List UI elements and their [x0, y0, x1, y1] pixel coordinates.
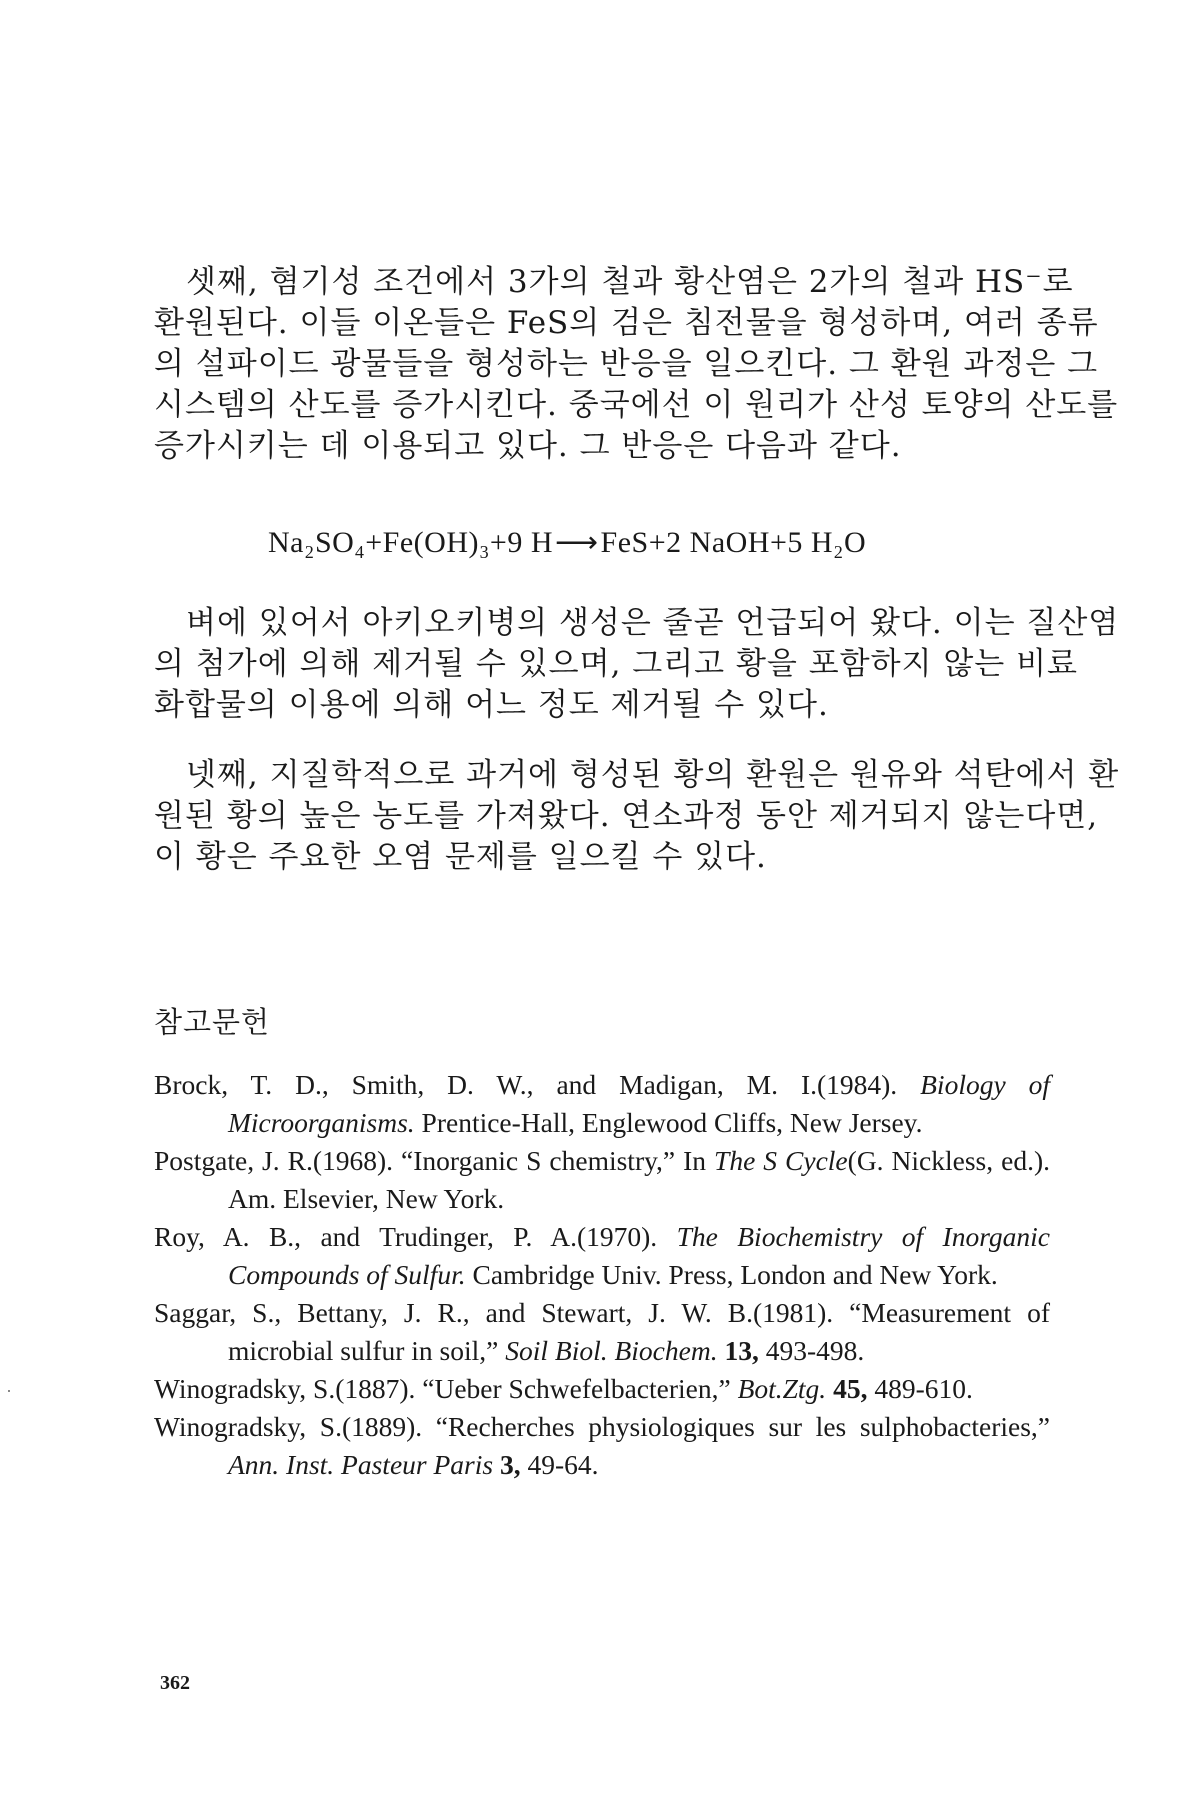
text-line: 벼에 있어서 아키오키병의 생성은 줄곧 언급되어 왔다. 이는 질산염 — [186, 605, 1120, 641]
text-line: 이 황은 주요한 오염 문제를 일으킬 수 있다. — [154, 839, 767, 875]
reference-item — [154, 1066, 1050, 1142]
text-line: 셋째, 혐기성 조건에서 3가의 철과 황산염은 2가의 철과 HS⁻로 — [186, 264, 1074, 300]
reference-volume: 45, — [833, 1373, 868, 1404]
paragraph-fossil-sulfur — [154, 755, 1120, 878]
reference-volume: 13, — [724, 1335, 759, 1366]
reference-authors: Postgate, J. R.(1968). “Inorganic S chemistry,” In — [154, 1145, 707, 1176]
reference-journal: Soil Biol. Biochem. — [505, 1335, 718, 1366]
reference-pages: 493-498. — [765, 1335, 865, 1366]
reference-authors: Winogradsky, S.(1887). “Ueber Schwefelbacterien,” — [154, 1373, 731, 1404]
reference-item — [154, 1370, 1050, 1408]
equation-reactants: Na₂SO₄+Fe(OH)₃+9 H — [268, 526, 554, 559]
reference-title: The Biochemistry of Inorganic Compounds of Sulfur. — [228, 1221, 1050, 1290]
text-line: 의 설파이드 광물들을 형성하는 반응을 일으킨다. 그 환원 과정은 그 — [154, 346, 1099, 382]
references-heading: 참고문헌 — [154, 1005, 271, 1039]
reference-item — [154, 1218, 1050, 1294]
text-line: 의 첨가에 의해 제거될 수 있으며, 그리고 황을 포함하지 않는 비료 — [154, 646, 1078, 682]
scan-speck — [8, 1390, 10, 1392]
reference-publisher: Prentice-Hall, Englewood Cliffs, New Jersey. — [421, 1107, 923, 1138]
reference-title: Biology of Microorganisms. — [228, 1069, 1050, 1138]
reference-journal: Bot.Ztg. — [737, 1373, 827, 1404]
reference-pages: 489-610. — [874, 1373, 973, 1404]
paragraph-rice-disease — [154, 603, 1120, 726]
reference-authors: Brock, T. D., Smith, D. W., and Madigan, M. I.(1984). — [154, 1069, 898, 1100]
equation-products: FeS+2 NaOH+5 H₂O — [600, 526, 867, 559]
reference-publisher: Cambridge Univ. Press, London and New York. — [472, 1259, 998, 1290]
reference-pages: 49-64. — [527, 1449, 599, 1480]
reference-title: The S Cycle — [714, 1145, 848, 1176]
chemical-equation — [268, 525, 866, 560]
text-line: 시스템의 산도를 증가시킨다. 중국에선 이 원리가 산성 토양의 산도를 — [154, 387, 1119, 423]
reference-list — [154, 1066, 1050, 1484]
reference-item — [154, 1142, 1050, 1218]
reference-authors: Roy, A. B., and Trudinger, P. A.(1970). — [154, 1221, 658, 1252]
text-line: 넷째, 지질학적으로 과거에 형성된 황의 환원은 원유와 석탄에서 환 — [186, 757, 1120, 793]
reference-item — [154, 1294, 1050, 1370]
page-number: 362 — [160, 1672, 190, 1694]
reference-authors: Saggar, S., Bettany, J. R., and Stewart, J. W. B.(1981). “Measurement of microbial sulfur in soil,” — [154, 1297, 1050, 1366]
text-line: 증가시키는 데 이용되고 있다. 그 반응은 다음과 같다. — [154, 428, 902, 464]
text-line: 원된 황의 높은 농도를 가져왔다. 연소과정 동안 제거되지 않는다면, — [154, 798, 1099, 834]
reference-volume: 3, — [499, 1449, 521, 1480]
reaction-arrow-icon: ⟶ — [555, 526, 599, 559]
text-line: 환원된다. 이들 이온들은 FeS의 검은 침전물을 형성하며, 여러 종류 — [154, 305, 1099, 341]
reference-publisher: (G. Nickless, ed.). Am. Elsevier, New York. — [228, 1145, 1050, 1214]
text-line: 화합물의 이용에 의해 어느 정도 제거될 수 있다. — [154, 687, 829, 723]
reference-item — [154, 1408, 1050, 1484]
reference-authors: Winogradsky, S.(1889). “Recherches physiologiques sur les sulphobacteries,” — [154, 1411, 1050, 1442]
reference-journal: Ann. Inst. Pasteur Paris — [228, 1449, 494, 1480]
paragraph-anaerobic-reduction — [154, 262, 1119, 467]
